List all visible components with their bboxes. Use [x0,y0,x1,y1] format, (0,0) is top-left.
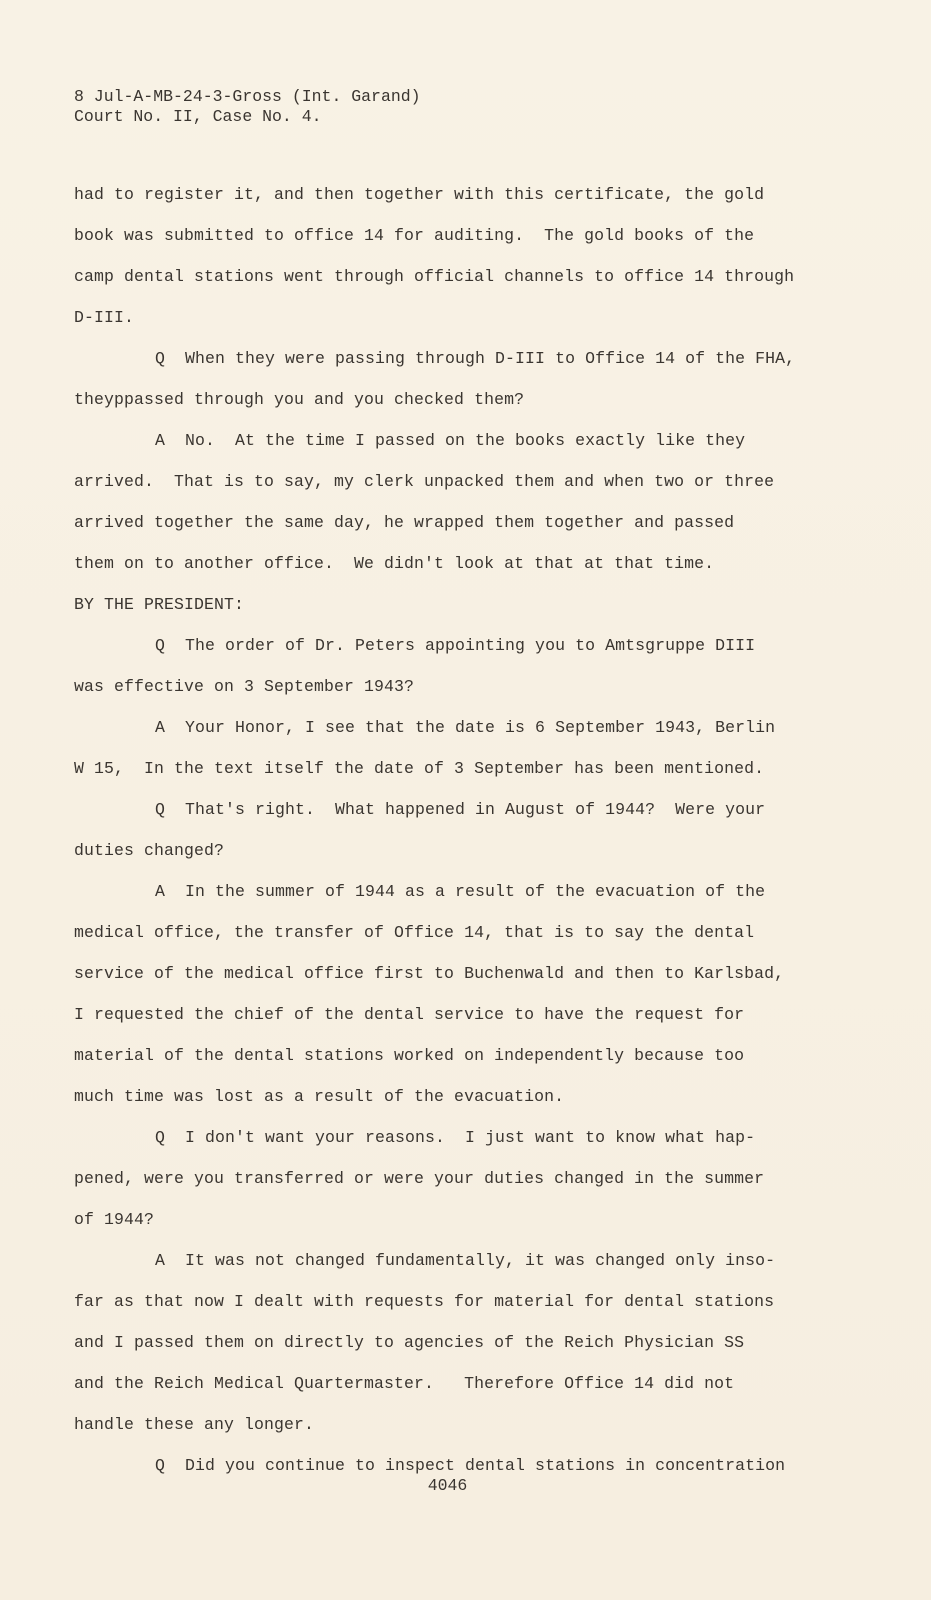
transcript-line: far as that now I dealt with requests for material for dental stations [74,1292,775,1311]
transcript-line: material of the dental stations worked on independently because too [74,1046,745,1065]
transcript-line: book was submitted to office 14 for auditing. The gold books of the [74,226,755,245]
header-court-case: Court No. II, Case No. 4. [74,107,322,126]
transcript-line: arrived. That is to say, my clerk unpacked them and when two or three [74,472,775,491]
header-case-reference: 8 Jul-A-MB-24-3-Gross (Int. Garand) [74,87,421,106]
transcript-line: had to register it, and then together with this certificate, the gold [74,185,765,204]
transcript-line: pened, were you transferred or were your duties changed in the summer [74,1169,765,1188]
transcript-line: Q Did you continue to inspect dental stations in concentration [155,1456,786,1475]
transcript-line: duties changed? [74,841,225,860]
transcript-line: Q The order of Dr. Peters appointing you to Amtsgruppe DIII [155,636,756,655]
transcript-line: A Your Honor, I see that the date is 6 September 1943, Berlin [155,718,776,737]
transcript-line: A In the summer of 1944 as a result of the evacuation of the [155,882,766,901]
transcript-line: Q When they were passing through D-III to Office 14 of the FHA, [155,349,796,368]
transcript-line: and the Reich Medical Quartermaster. Therefore Office 14 did not [74,1374,735,1393]
transcript-line: was effective on 3 September 1943? [74,677,415,696]
transcript-line: and I passed them on directly to agencies of the Reich Physician SS [74,1333,745,1352]
page-number: 4046 [427,1476,468,1495]
transcript-line: of 1944? [74,1210,155,1229]
transcript-line: camp dental stations went through official channels to office 14 through [74,267,795,286]
transcript-line: handle these any longer. [74,1415,315,1434]
transcript-line: them on to another office. We didn't look at that at that time. [74,554,715,573]
transcript-line: arrived together the same day, he wrapped them together and passed [74,513,735,532]
transcript-line: service of the medical office first to Buchenwald and then to Karlsbad, [74,964,785,983]
transcript-line: A It was not changed fundamentally, it was changed only inso- [155,1251,776,1270]
transcript-line: A No. At the time I passed on the books exactly like they [155,431,746,450]
transcript-line: W 15, In the text itself the date of 3 September has been mentioned. [74,759,765,778]
transcript-line: BY THE PRESIDENT: [74,595,245,614]
transcript-line: Q That's right. What happened in August of 1944? Were your [155,800,766,819]
transcript-line: much time was lost as a result of the evacuation. [74,1087,565,1106]
transcript-line: medical office, the transfer of Office 14, that is to say the dental [74,923,755,942]
transcript-line: D-III. [74,308,135,327]
transcript-line: I requested the chief of the dental service to have the request for [74,1005,745,1024]
transcript-line: theyppassed through you and you checked them? [74,390,525,409]
transcript-line: Q I don't want your reasons. I just want to know what hap- [155,1128,756,1147]
